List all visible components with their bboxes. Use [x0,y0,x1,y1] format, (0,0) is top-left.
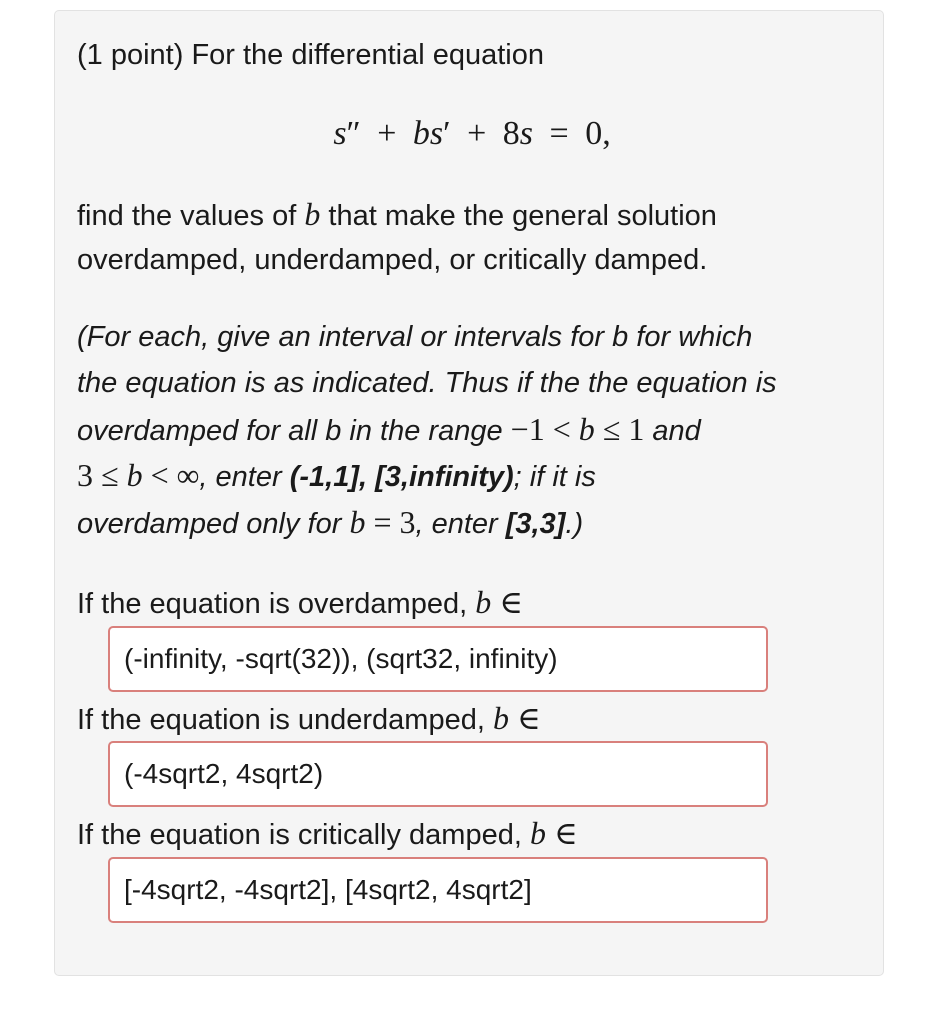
overdamped-label [77,584,523,622]
instr-l4-example: (-1,1], [3,infinity) [289,461,514,493]
eq-double-prime: ″ [346,115,361,152]
overdamped-element-of: ∈ [491,584,523,620]
eq-plus2: + [467,115,487,152]
underdamped-label-text: If the equation is underdamped, [77,704,493,736]
eq-s: s [333,115,347,152]
instr-l5-eq: = [365,504,400,540]
instructions-line-3 [77,411,701,449]
instructions-line-1: (For each, give an interval or intervals for b for which [77,321,753,353]
underdamped-answer-input[interactable] [108,741,768,807]
instr-l4-post: ; if it is [513,461,596,493]
eq-prime: ′ [443,115,451,152]
instr-l3-pre: overdamped for all b in the range [77,415,511,447]
instr-l4-three: 3 [77,457,93,493]
instr-l3-minus-one: −1 [510,411,545,447]
instr-l3-post: and [644,415,701,447]
instructions-line-5 [77,504,583,542]
critically-damped-label [77,815,578,853]
instr-l4-lt-infinity: < ∞ [142,457,200,493]
eq-s3: s [519,115,533,152]
instr-l3-b: b [578,411,595,447]
eq-plus: + [377,115,397,152]
critically-damped-var: b [529,815,546,851]
overdamped-answer-input[interactable] [108,626,768,692]
find-var: b [304,196,321,232]
eq-equals: = [549,115,569,152]
critically-damped-element-of: ∈ [545,815,578,851]
instr-l5-three: 3 [399,504,416,540]
instr-l5-b: b [349,504,366,540]
instr-l4-mid: , enter [199,461,290,493]
eq-b: b [412,115,430,152]
instr-l5-example: [3,3] [505,508,566,540]
instr-l4-b: b [126,457,143,493]
instr-l3-lt: < [544,411,579,447]
find-pre: find the values of [77,200,305,232]
instr-l5-mid: , enter [415,508,506,540]
critically-damped-label-text: If the equation is critically damped, [77,819,530,851]
differential-equation [77,114,867,154]
critically-damped-answer-input[interactable] [108,857,768,923]
find-line-1 [77,196,717,234]
overdamped-var: b [475,584,492,620]
instructions-line-2: the equation is as indicated. Thus if the the equation is [77,367,777,399]
problem-intro: (1 point) For the differential equation [77,39,544,71]
instr-l3-one: 1 [628,411,645,447]
underdamped-var: b [492,700,509,736]
instr-l3-le: ≤ [594,411,629,447]
instructions-line-4 [77,457,596,495]
find-post: that make the general solution [320,200,717,232]
instr-l5-post: .) [565,508,584,540]
problem-card [54,10,884,976]
find-line-2: overdamped, underdamped, or critically damped. [77,244,708,276]
instr-l5-pre: overdamped only for [77,508,350,540]
underdamped-label [77,700,541,738]
eq-coefficient: 8 [502,115,520,152]
eq-rhs: 0, [585,115,611,152]
eq-s2: s [429,115,444,152]
overdamped-label-text: If the equation is overdamped, [77,588,476,620]
underdamped-element-of: ∈ [508,700,541,736]
instr-l4-le: ≤ [93,457,127,493]
